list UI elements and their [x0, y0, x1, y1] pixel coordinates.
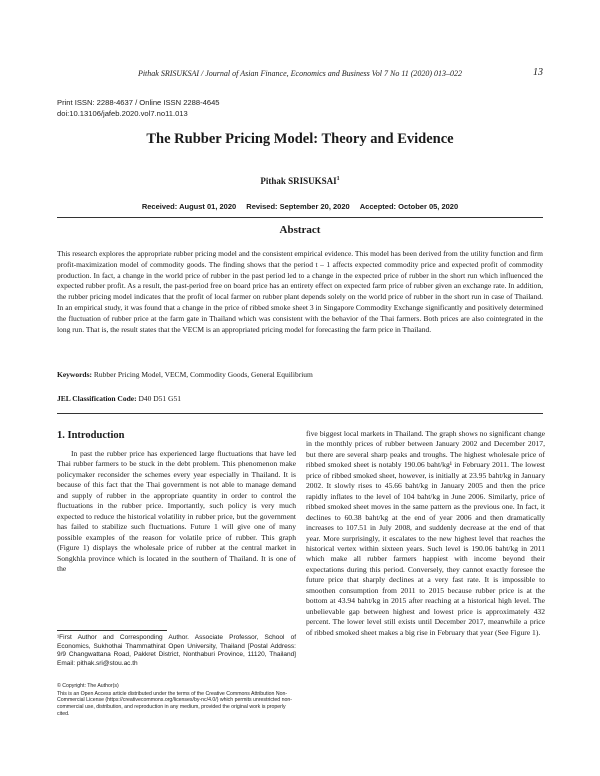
author-marker: 1	[336, 176, 340, 182]
paper-title: The Rubber Pricing Model: Theory and Evidence	[146, 131, 454, 147]
issn-line: Print ISSN: 2288-4637 / Online ISSN 2288-4645	[57, 98, 220, 107]
jel-value: D40 D51 G51	[138, 394, 181, 403]
submission-dates	[0, 202, 600, 211]
left-column	[57, 449, 296, 574]
accepted-date: Accepted: October 05, 2020	[359, 202, 459, 211]
rule-top	[57, 217, 543, 218]
author-name: Pithak SRISUKSAI	[260, 176, 337, 186]
abstract-body: This research explores the appropriate rubber pricing model and the consistent empirical evidence. This model has been derived from the utility function and firm profit-maximization model of commodity goods. The finding shows that the period t – 1 affects expected commodity price and expected profit of commodity production. In fact, a change in the world price of rubber in the past period led to a change in the expected price of rubber in the short run which influenced the expected rubber profit. As a result, the past-period free on board price has an entirety effect on expected farm price of rubber given an exchange rate. In addition, the rubber pricing model indicates that the profit of local farmer on rubber plant depends solely on the world price of rubber in the short run in case of Thailand. In an empirical study, it was found that a change in the price of ribbed smoke sheet 3 in Singapore Commodity Exchange significantly and positively determined the fluctuation of rubber price at the farm gate in Thailand which was consistent with the behavior of the Thai farmers. Both prices are also cointegrated in the long run. That is, the result states that the VECM is an appropriated pricing model for forecasting the farm price in Thailand.	[57, 249, 543, 334]
license-text: This is an Open Access article distributed under the terms of the Creative Commons Attribution Non-Commercial License (https://creativecommons.org/licenses/by-nc/4.0/) which permits unrestricted non-commercial use, distribution, and reproduction in any medium, provided the original work is properly cited.	[57, 690, 292, 717]
keywords-value: Rubber Pricing Model, VECM, Commodity Goods, General Equilibrium	[93, 370, 313, 379]
received-date: Received: August 01, 2020	[141, 202, 237, 211]
right-column	[306, 429, 545, 638]
keywords-label: Keywords:	[57, 370, 92, 379]
abstract-heading: Abstract	[279, 224, 321, 236]
intro-paragraph-right: five biggest local markets in Thailand. The graph shows no significant change in the monthly prices of rubber between January 2002 and December 2017, but there are several sharp peaks and troughs. The highest wholesale price of ribbed smoked sheet is notably 190.06 baht/kg¹ in February 2011. The lowest price of ribbed smoked sheet, however, is initially at 23.95 baht/kg in January 2002. It slowly rises to 45.66 baht/kg in January 2005 and then the price rapidly inflates to the level of 104 baht/kg in June 2006. Similarly, price of ribbed smoked sheet moves in the same pattern as the previous one. In fact, it declines to 60.38 baht/kg at the end of year 2006 and then dramatically increases to 107.51 in July 2008, and suddenly decrease at the end of that year. More surprisingly, it escalates to the new highest level that reaches the historical vertex within sixteen years. Such level is 190.06 baht/kg in 2011 which make all rubber farmers happiest with income beyond their expectations during this period. Conversely, they cannot exactly foresee the future price that sharply declines at a very fast rate. It is impossible to smoothen consumption from 2011 to 2015 because rubber price is at the bottom at 43.94 baht/kg in 2015 after reaching at a historical high level. The unbelievable gap between highest and lowest price is approximately 432 percent. The lower level still exists until December 2017, meanwhile a price of ribbed smoked sheet makes a big rise in February that year (See Figure 1).	[306, 429, 545, 637]
footnote-rule	[57, 630, 167, 631]
section-heading: 1. Introduction	[57, 430, 125, 441]
intro-paragraph-left: In past the rubber price has experienced large fluctuations that have led Thai rubber farmers to be stuck in the debt problem. This phenomenon make policymaker reconsider the schemes every year especially in Thailand. It is because of this fact that the Thai government is not able to manage demand and supply of rubber in the appropriate quantity in order to control the fluctuations in the rubber price. Importantly, such policy is very much expected to reduce the historical volatility in rubber price, but the government has failed to stabilize such fluctuations. Future 1 will give one of many possible examples of the reason for volatile price of rubber. This graph (Figure 1) displays the wholesale price of rubber at the central market in Songkhla province which is located in the southern of Thailand. It is one of the	[57, 449, 296, 573]
running-head: Pithak SRISUKSAI / Journal of Asian Finance, Economics and Business Vol 7 No 11 (2020) 013–022	[137, 69, 463, 78]
page-number: 13	[533, 67, 543, 78]
jel-label: JEL Classification Code:	[57, 394, 137, 403]
issn-block	[57, 98, 220, 119]
doi-line[interactable]: doi:10.13106/jafeb.2020.vol7.no11.013	[57, 108, 188, 118]
jel-code	[57, 394, 543, 403]
rule-bottom	[57, 413, 543, 414]
author	[0, 176, 600, 186]
footnote: ¹First Author and Corresponding Author. Associate Professor, School of Economics, Sukhothai Thammathirat Open University, Thailand [Postal Address: 9/9 Changwattana Road, Pakkret District, Nonthaburi Province, 11120, Thailand] Email: pithak.sri@stou.ac.th	[57, 634, 296, 667]
copyright-line: © Copyright: The Author(s)	[57, 683, 119, 689]
license-block	[57, 683, 296, 718]
revised-date: Revised: September 20, 2020	[246, 202, 350, 211]
keywords	[57, 370, 543, 379]
